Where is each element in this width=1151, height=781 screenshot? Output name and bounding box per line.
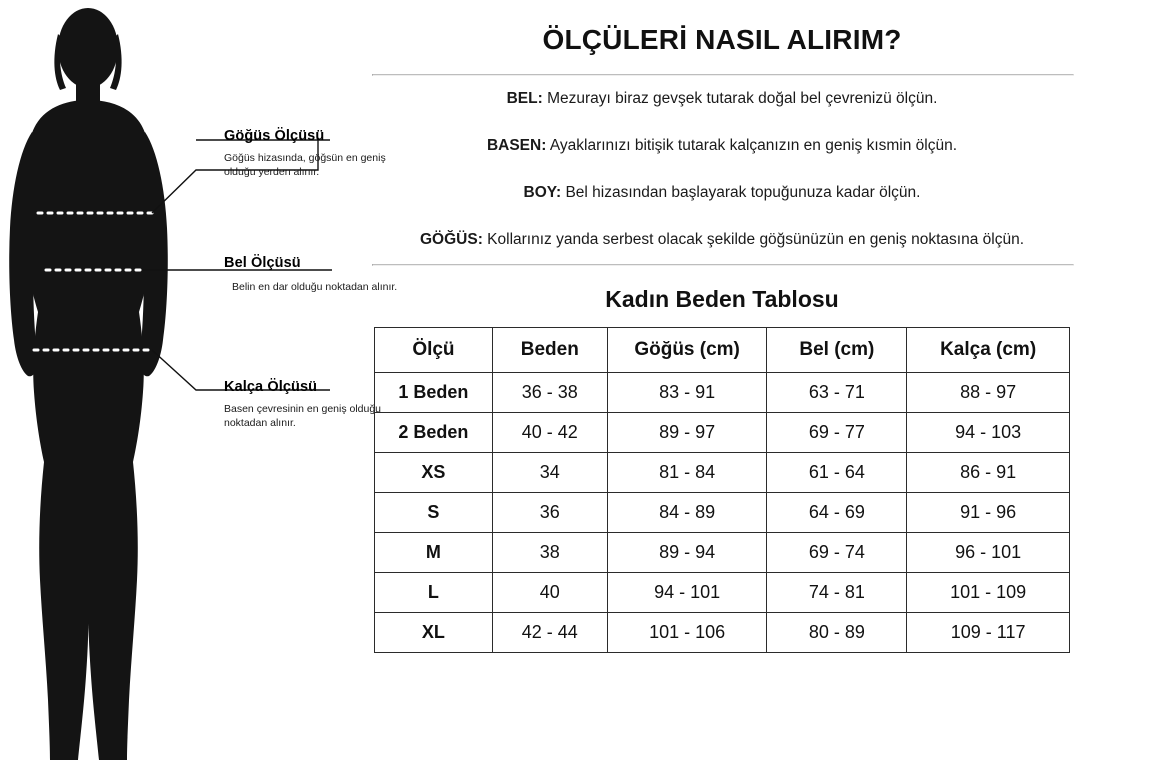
- callout-chest-text: Göğüs hizasında, göğsün en geniş olduğu yerden alınır.: [224, 152, 386, 179]
- table-cell-gogus: 83 - 91: [607, 372, 767, 412]
- instruction-item: [372, 217, 1072, 264]
- instructions-panel: [372, 0, 1072, 653]
- table-cell-beden: 40: [492, 572, 607, 612]
- table-cell-gogus: 84 - 89: [607, 492, 767, 532]
- measurement-instructions-list: [372, 76, 1072, 264]
- table-row: [375, 572, 1070, 612]
- table-header-cell: Beden: [492, 327, 607, 372]
- table-cell-kalca: 94 - 103: [907, 412, 1070, 452]
- table-cell-kalca: 96 - 101: [907, 532, 1070, 572]
- callout-hip-title: Kalça Ölçüsü: [224, 379, 318, 395]
- table-cell-gogus: 89 - 97: [607, 412, 767, 452]
- instruction-label: BEL:: [506, 90, 543, 107]
- instruction-text: Ayaklarınızı bitişik tutarak kalçanızın en geniş kısmin ölçün.: [546, 136, 958, 154]
- figure-panel: [0, 0, 398, 781]
- table-cell-beden: 36 - 38: [492, 372, 607, 412]
- instruction-text: Kollarınız yanda serbest olacak şekilde göğsünüzün en geniş noktasına ölçün.: [482, 230, 1024, 248]
- table-cell-bel: 69 - 77: [767, 412, 907, 452]
- table-cell-kalca: 101 - 109: [907, 572, 1070, 612]
- table-cell-size: XL: [375, 612, 493, 652]
- instruction-text: Bel hizasından başlayarak topuğunuza kadar ölçün.: [561, 183, 921, 201]
- table-cell-beden: 40 - 42: [492, 412, 607, 452]
- table-row: [375, 492, 1070, 532]
- table-cell-gogus: 89 - 94: [607, 532, 767, 572]
- table-cell-beden: 42 - 44: [492, 612, 607, 652]
- table-cell-size: 2 Beden: [375, 412, 493, 452]
- table-cell-bel: 61 - 64: [767, 452, 907, 492]
- table-title: Kadın Beden Tablosu: [605, 285, 839, 312]
- table-cell-gogus: 94 - 101: [607, 572, 767, 612]
- callout-waist-text: Belin en dar olduğu noktadan alınır.: [232, 281, 398, 293]
- instruction-item: [372, 123, 1072, 170]
- table-row: [375, 612, 1070, 652]
- instruction-item: [372, 76, 1072, 123]
- table-header-cell: Ölçü: [375, 327, 493, 372]
- table-cell-size: L: [375, 572, 493, 612]
- table-cell-size: M: [375, 532, 493, 572]
- table-cell-size: S: [375, 492, 493, 532]
- table-row: [375, 532, 1070, 572]
- callout-waist-title: Bel Ölçüsü: [224, 255, 301, 271]
- table-cell-size: XS: [375, 452, 493, 492]
- table-header-cell: Göğüs (cm): [607, 327, 767, 372]
- table-header-cell: Kalça (cm): [907, 327, 1070, 372]
- table-cell-beden: 38: [492, 532, 607, 572]
- instruction-label: GÖĞÜS:: [420, 230, 483, 248]
- table-header-row: [375, 327, 1070, 372]
- table-cell-beden: 34: [492, 452, 607, 492]
- table-cell-bel: 63 - 71: [767, 372, 907, 412]
- table-header-cell: Bel (cm): [767, 327, 907, 372]
- instruction-item: [372, 170, 1072, 217]
- table-cell-gogus: 101 - 106: [607, 612, 767, 652]
- table-cell-bel: 80 - 89: [767, 612, 907, 652]
- table-cell-kalca: 86 - 91: [907, 452, 1070, 492]
- divider-bottom: [372, 264, 1074, 266]
- callout-hip-text: Basen çevresinin en geniş olduğu noktadan alınır.: [224, 403, 382, 430]
- table-cell-beden: 36: [492, 492, 607, 532]
- instruction-text: Mezurayı biraz gevşek tutarak doğal bel çevrenizü ölçün.: [542, 90, 938, 107]
- table-cell-bel: 74 - 81: [767, 572, 907, 612]
- instruction-label: BASEN:: [486, 136, 547, 154]
- callout-chest-title: Göğüs Ölçüsü: [224, 128, 325, 144]
- table-cell-kalca: 109 - 117: [907, 612, 1070, 652]
- table-cell-size: 1 Beden: [375, 372, 493, 412]
- table-cell-bel: 69 - 74: [767, 532, 907, 572]
- table-cell-kalca: 91 - 96: [907, 492, 1070, 532]
- table-row: [375, 372, 1070, 412]
- size-table: [374, 327, 1070, 653]
- table-cell-bel: 64 - 69: [767, 492, 907, 532]
- table-cell-gogus: 81 - 84: [607, 452, 767, 492]
- page-title: ÖLÇÜLERİ NASIL ALIRIM?: [542, 24, 902, 55]
- instruction-label: BOY:: [523, 183, 562, 201]
- table-row: [375, 452, 1070, 492]
- table-row: [375, 412, 1070, 452]
- table-cell-kalca: 88 - 97: [907, 372, 1070, 412]
